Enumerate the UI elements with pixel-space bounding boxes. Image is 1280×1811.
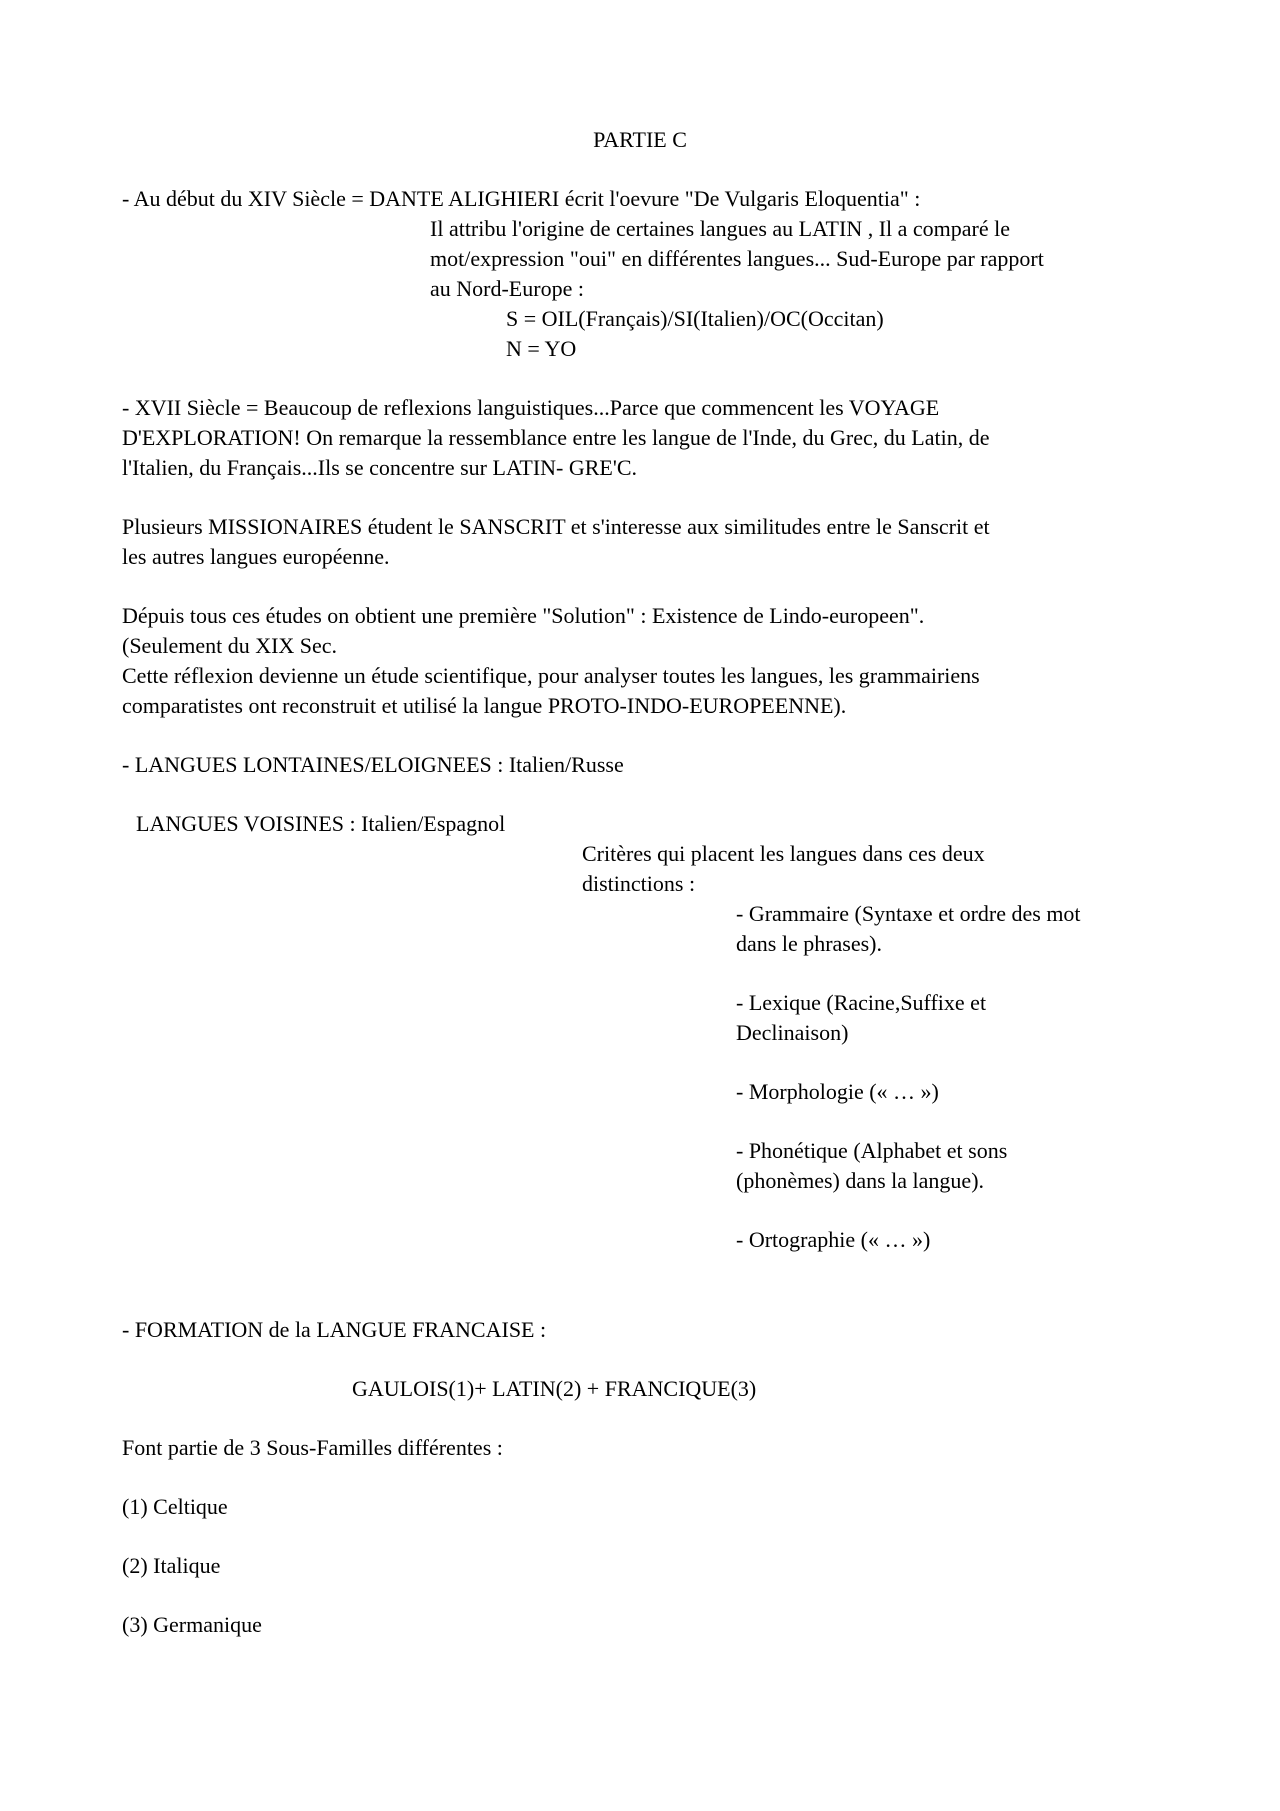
- sous-famille-item: (2) Italique: [122, 1553, 221, 1578]
- langues-lontaines: - LANGUES LONTAINES/ELOIGNEES : Italien/Russe: [122, 752, 624, 777]
- critere-morphologie: - Morphologie (« … »): [736, 1079, 939, 1104]
- dante-south: S = OIL(Français)/SI(Italien)/OC(Occitan): [506, 306, 884, 331]
- missionaires-line-1: Plusieurs MISSIONAIRES étudent le SANSCRIT et s'interesse aux similitudes entre le Sanscrit et: [122, 514, 990, 539]
- sous-famille-item: (3) Germanique: [122, 1612, 262, 1637]
- formation-intro: Font partie de 3 Sous-Familles différentes :: [122, 1435, 503, 1460]
- xvii-line-2: D'EXPLORATION! On remarque la ressemblance entre les langue de l'Inde, du Grec, du Latin, de: [122, 425, 990, 450]
- dante-north: N = YO: [506, 336, 577, 361]
- criteres-line-2: distinctions :: [582, 871, 696, 896]
- langues-voisines: LANGUES VOISINES : Italien/Espagnol: [136, 811, 506, 836]
- dante-line-4: au Nord-Europe :: [430, 276, 584, 301]
- sous-famille-item: (1) Celtique: [122, 1494, 228, 1519]
- xvii-line-1: - XVII Siècle = Beaucoup de reflexions languistiques...Parce que commencent les VOYAGE: [122, 395, 940, 420]
- solution-line-3: Cette réflexion devienne un étude scientifique, pour analyser toutes les langues, les grammairiens: [122, 663, 980, 688]
- solution-line-2: (Seulement du XIX Sec.: [122, 633, 338, 658]
- dante-line-2: Il attribu l'origine de certaines langues au LATIN , Il a comparé le: [430, 216, 1011, 241]
- critere-lexique-line-2: Declinaison): [736, 1020, 849, 1045]
- dante-line-3: mot/expression "oui" en différentes langues... Sud-Europe par rapport: [430, 246, 1044, 271]
- critere-phonetique-line-1: - Phonétique (Alphabet et sons: [736, 1138, 1008, 1163]
- formation-heading: - FORMATION de la LANGUE FRANCAISE :: [122, 1317, 547, 1342]
- formation-formula: GAULOIS(1)+ LATIN(2) + FRANCIQUE(3): [352, 1376, 757, 1401]
- critere-lexique-line-1: - Lexique (Racine,Suffixe et: [736, 990, 987, 1015]
- dante-line-1: - Au début du XIV Siècle = DANTE ALIGHIERI écrit l'oevure "De Vulgaris Eloquentia" :: [122, 186, 921, 211]
- solution-line-4: comparatistes ont reconstruit et utilisé la langue PROTO-INDO-EUROPEENNE).: [122, 693, 847, 718]
- critere-ortographie: - Ortographie (« … »): [736, 1227, 931, 1252]
- critere-phonetique-line-2: (phonèmes) dans la langue).: [736, 1168, 985, 1193]
- xvii-line-3: l'Italien, du Français...Ils se concentre sur LATIN- GRE'C.: [122, 455, 638, 480]
- missionaires-line-2: les autres langues européenne.: [122, 544, 390, 569]
- criteres-line-1: Critères qui placent les langues dans ces deux: [582, 841, 985, 866]
- solution-line-1: Dépuis tous ces études on obtient une première "Solution" : Existence de Lindo-europeen".: [122, 603, 925, 628]
- critere-grammaire-line-1: - Grammaire (Syntaxe et ordre des mot: [736, 901, 1081, 926]
- page-title: PARTIE C: [593, 127, 687, 152]
- critere-grammaire-line-2: dans le phrases).: [736, 931, 883, 956]
